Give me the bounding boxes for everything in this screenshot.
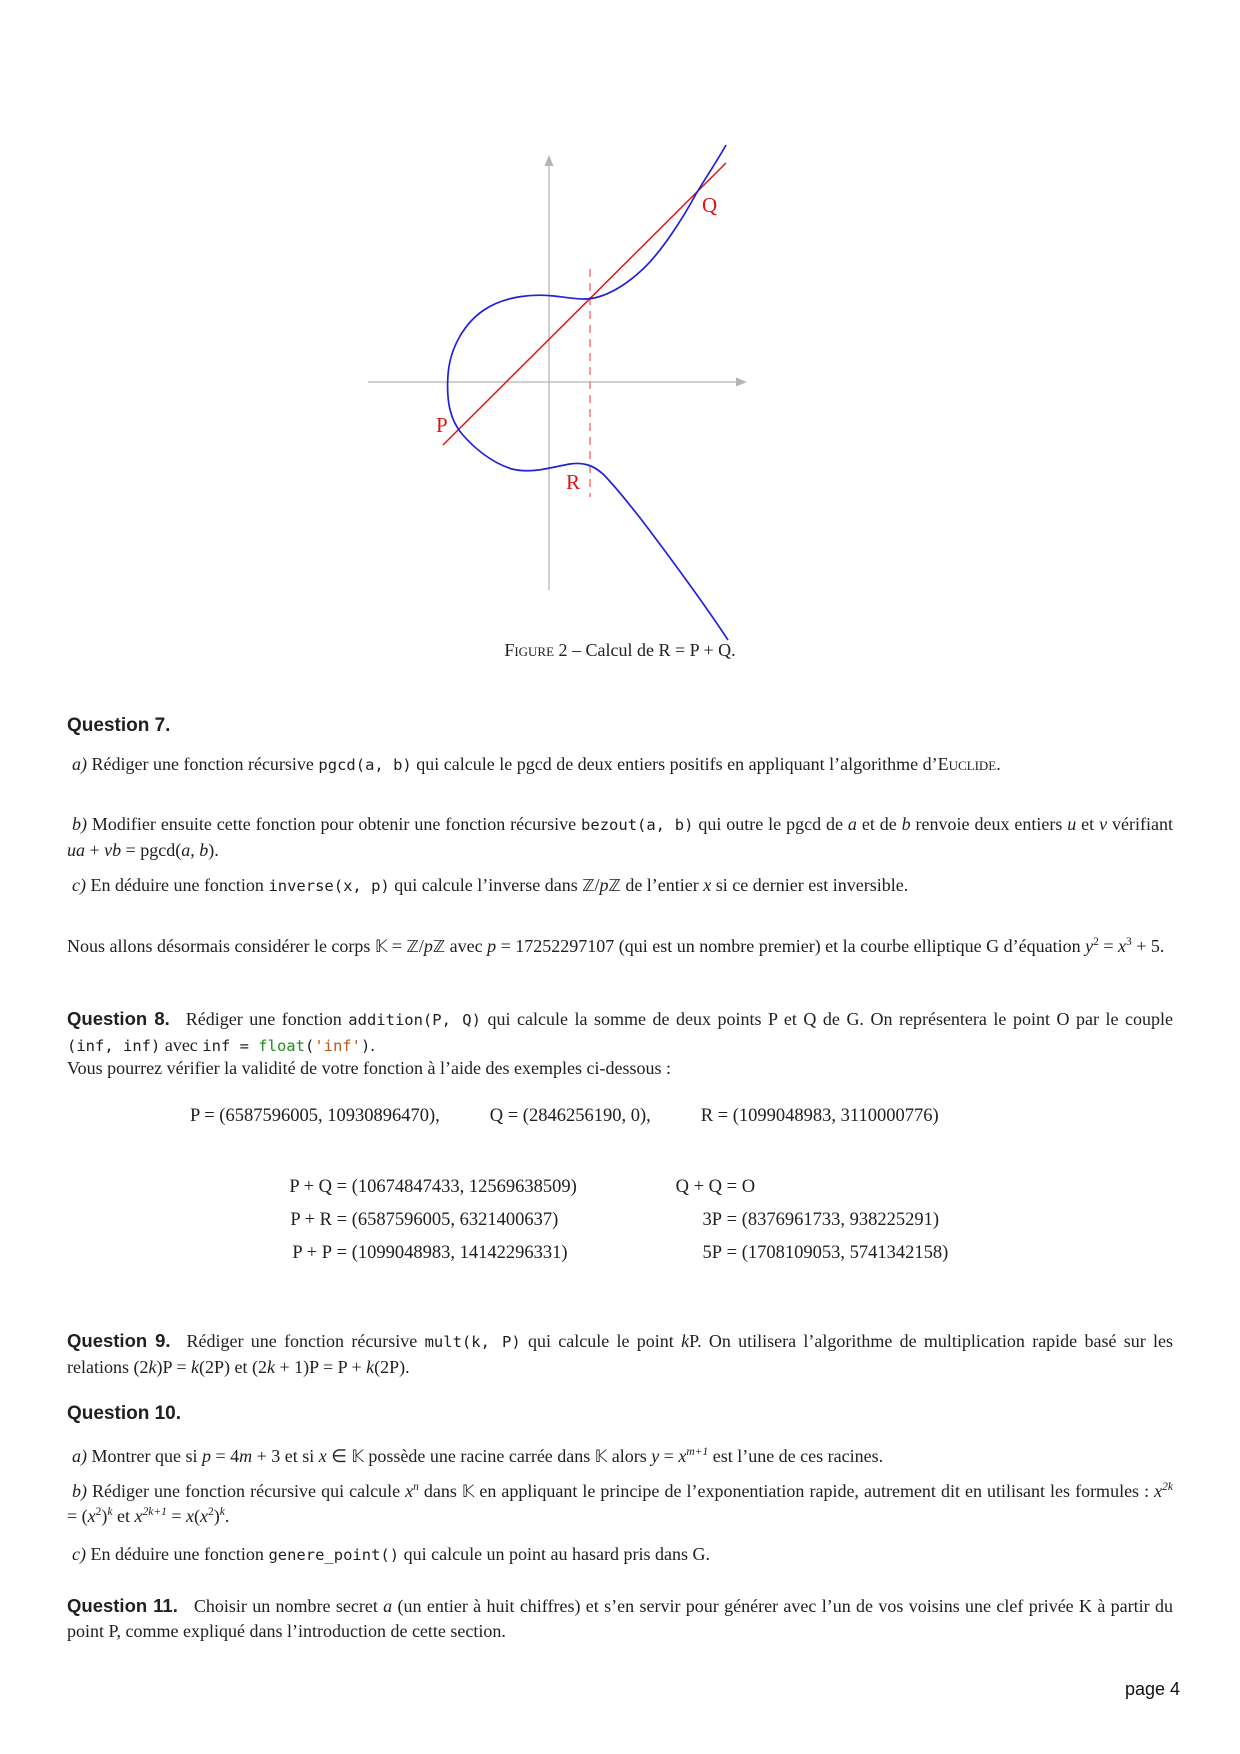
text-segment: Nous allons désormais considérer le corps (67, 936, 375, 956)
text-segment: Rédiger une fonction récursive qui calcule (87, 1481, 406, 1501)
equation-part: = (332, 1177, 352, 1197)
text-segment: v (1099, 814, 1108, 834)
text-segment: k (266, 1357, 275, 1377)
text-segment: + 5. (1131, 936, 1165, 956)
text-segment: 2 (95, 1506, 102, 1518)
text-segment: k (190, 1357, 199, 1377)
text-segment: p (487, 936, 497, 956)
text-segment: 2 (1093, 936, 1099, 948)
question-7-item-c (67, 873, 1173, 899)
text-segment: 𝕂 (461, 1482, 475, 1501)
text-segment: mult(k, P) (424, 1333, 521, 1351)
equation-row (252, 1237, 577, 1270)
text-segment: et de (856, 814, 902, 834)
text-segment: et (1076, 814, 1100, 834)
point-q-label: Q (702, 193, 718, 217)
text-segment: 𝕂 (351, 1447, 364, 1466)
equation-part: = (722, 1243, 742, 1263)
question-10-item-b (67, 1479, 1173, 1529)
text-segment: p (599, 875, 609, 895)
text-segment: 'inf' (314, 1037, 361, 1055)
text-segment: + 1)P = P + (274, 1357, 367, 1377)
text-segment: = pgcd( (121, 840, 182, 860)
equation-part: = (332, 1243, 352, 1263)
text-segment: y (1085, 936, 1094, 956)
text-segment: k (107, 1506, 113, 1518)
elliptic-curve-figure (340, 112, 780, 642)
text-segment: b) (72, 1481, 87, 1501)
point-p-label: P (436, 413, 448, 437)
text-segment: n (413, 1481, 419, 1493)
elliptic-curve (448, 145, 728, 640)
question-11-paragraph (67, 1593, 1173, 1644)
text-segment: x (1118, 936, 1126, 956)
text-segment: x (186, 1506, 195, 1526)
text-segment: x (87, 1506, 96, 1526)
text-segment: vérifiant (1107, 814, 1173, 834)
question-10-item-c (67, 1542, 1173, 1568)
text-segment: alors (607, 1446, 652, 1466)
text-segment: Rédiger une fonction récursive (87, 754, 319, 774)
text-segment: qui calcule le pgcd de deux entiers positifs en appliquant l’algorithme d’ (411, 754, 938, 774)
text-segment: En déduire une fonction (85, 875, 269, 895)
text-segment: x (703, 875, 712, 895)
equations-left-column (252, 1171, 577, 1270)
text-segment: qui outre le pgcd de (693, 814, 848, 834)
text-segment: (2P) et (2 (198, 1357, 267, 1377)
text-segment: + (85, 840, 105, 860)
text-segment: x (200, 1506, 209, 1526)
text-segment: = (387, 936, 407, 956)
equation-part: (10674847433, 12569638509) (351, 1177, 577, 1197)
text-segment: p (201, 1446, 211, 1466)
text-segment: 2 (208, 1506, 214, 1518)
equation-row (642, 1171, 948, 1204)
text-segment: / (418, 936, 424, 956)
text-segment: et (112, 1506, 135, 1526)
text-segment: 𝕂 (374, 937, 388, 956)
equation-row (642, 1237, 948, 1270)
equation-part: P + P (292, 1243, 332, 1263)
text-segment: ℤ (406, 937, 419, 956)
question-7-item-b (67, 812, 1173, 863)
text-segment: 2k+1 (142, 1506, 167, 1518)
text-segment: qui calcule le point (520, 1331, 682, 1351)
figure-caption (0, 638, 1240, 663)
equation-part: Q + Q (675, 1177, 722, 1197)
question-10-item-a (67, 1444, 1173, 1469)
text-segment: k (148, 1357, 157, 1377)
text-segment: float (258, 1037, 305, 1055)
text-segment: est l’une de ces racines. (708, 1446, 884, 1466)
text-segment: ℤ (432, 937, 446, 956)
text-segment: pgcd(a, b) (318, 756, 412, 774)
text-segment: ( (304, 1037, 315, 1055)
text-segment: b) (72, 814, 87, 834)
text-segment: ) (101, 1506, 108, 1526)
text-segment: Rédiger une fonction récursive (186, 1331, 425, 1351)
text-segment: renvoie deux entiers (910, 814, 1068, 834)
text-segment: c) (72, 1544, 86, 1564)
text-segment: = 4 (210, 1446, 240, 1466)
text-segment: qui calcule l’inverse dans (389, 875, 583, 895)
text-segment: a (383, 1596, 393, 1616)
text-segment: Montrer que si (87, 1446, 202, 1466)
text-segment: = (659, 1446, 679, 1466)
text-segment: de l’entier (620, 875, 704, 895)
text-segment: Figure (504, 640, 555, 660)
text-segment: possède une racine carrée dans (363, 1446, 595, 1466)
equation-part: = (722, 1210, 742, 1230)
text-segment: . (224, 1506, 230, 1526)
equation-part: P + Q (289, 1177, 332, 1197)
text-segment: Question 11. (67, 1595, 178, 1616)
text-segment: ). (208, 840, 219, 860)
equation-part: (6587596005, 6321400637) (351, 1210, 559, 1230)
equation-part: P + R (290, 1210, 332, 1230)
equation-part: 3P (702, 1210, 722, 1230)
text-segment: x (318, 1446, 327, 1466)
text-segment: m+1 (686, 1446, 709, 1458)
text-segment: a (847, 814, 857, 834)
field-definition-paragraph (67, 934, 1173, 959)
text-segment: (un entier à huit chiffres) et s’en servir pour générer avec l’un de vos voisins une clef privée K à partir du point P, comme expliqué dans l’introduction de cette section. (67, 1596, 1173, 1641)
text-segment: P. On utilisera l’algorithme de multiplication rapide basé sur les relations (2 (67, 1331, 1173, 1377)
text-segment: dans (418, 1481, 462, 1501)
secant-line-pq (443, 163, 726, 445)
text-segment: Choisir un nombre secret (193, 1596, 384, 1616)
question-8-paragraph (67, 1006, 1173, 1059)
text-segment: 2k (1162, 1481, 1173, 1493)
text-segment: k (681, 1331, 690, 1351)
text-segment: 𝕂 (594, 1447, 608, 1466)
text-segment: = (1098, 936, 1118, 956)
text-segment: Modifier ensuite cette fonction pour obtenir une fonction récursive (87, 814, 582, 834)
equation-part: = (722, 1177, 742, 1197)
x-axis-arrow-icon (736, 378, 747, 387)
question-7-heading: Question 7. (67, 715, 171, 736)
text-segment: . (996, 754, 1001, 774)
text-segment: = ( (67, 1506, 88, 1526)
y-axis-arrow-icon (545, 155, 554, 166)
text-segment: P = (6587596005, 10930896470), (190, 1106, 440, 1126)
equation-part: (1708109053, 5741342158) (741, 1243, 949, 1263)
equation-part: = (332, 1210, 352, 1230)
text-segment: addition(P, Q) (348, 1011, 481, 1029)
text-segment: Question 8. (67, 1008, 170, 1029)
text-segment: , (190, 840, 200, 860)
text-segment: 3 (1126, 936, 1132, 948)
text-segment: bezout(a, b) (581, 816, 694, 834)
text-segment: = 17252297107 (qui est un nombre premier) et la courbe elliptique G d’équation (496, 936, 1086, 956)
text-segment: ∈ (326, 1446, 352, 1466)
text-segment: avec (160, 1035, 203, 1055)
text-segment: en appliquant le principe de l’exponentiation rapide, autrement dit en utilisant les formules : (474, 1481, 1155, 1501)
equation-part: 5P (702, 1243, 722, 1263)
question-9-paragraph (67, 1328, 1173, 1380)
text-segment: Question 9. (67, 1330, 171, 1351)
text-segment: En déduire une fonction (85, 1544, 269, 1564)
text-segment: k (219, 1506, 225, 1518)
text-segment: 2 – Calcul de R = P + Q. (554, 640, 736, 660)
text-segment: genere_point() (268, 1546, 400, 1564)
equations-right-column (642, 1171, 948, 1270)
equation-part: (8376961733, 938225291) (741, 1210, 940, 1230)
text-segment: c) (72, 875, 86, 895)
text-segment: a) (72, 754, 87, 774)
text-segment: )P = (156, 1357, 191, 1377)
text-segment: = (166, 1506, 187, 1526)
text-segment: x (405, 1481, 414, 1501)
text-segment: a (181, 840, 191, 860)
text-segment: ) (360, 1037, 371, 1055)
text-segment: ℤ (608, 876, 621, 895)
example-points-line (190, 1104, 1190, 1129)
text-segment: x (1154, 1481, 1163, 1501)
equation-row (252, 1171, 577, 1204)
equation-row (252, 1204, 577, 1237)
question-10-heading: Question 10. (67, 1403, 182, 1424)
text-segment: qui calcule la somme de deux points P et Q de G. On représentera le point O par le couple (480, 1009, 1173, 1029)
text-segment: m (239, 1446, 253, 1466)
equation-part: (1099048983, 14142296331) (351, 1243, 568, 1263)
text-segment: (inf, inf) (67, 1037, 161, 1055)
text-segment: + 3 et si (252, 1446, 319, 1466)
text-segment: ua (67, 840, 85, 860)
page-number: page 4 (1124, 1679, 1180, 1699)
text-segment: Vous pourrez vérifier la validité de votre fonction à l’aide des exemples ci-dessous : (67, 1058, 671, 1078)
equation-part: O (741, 1177, 756, 1197)
text-segment: b (199, 840, 209, 860)
text-segment: qui calcule un point au hasard pris dans G. (399, 1544, 711, 1564)
text-segment: y (651, 1446, 660, 1466)
text-segment: R = (1099048983, 3110000776) (700, 1106, 939, 1126)
text-segment: x (678, 1446, 687, 1466)
text-segment: / (594, 875, 600, 895)
figure-2 (340, 112, 780, 642)
text-segment: p (423, 936, 433, 956)
text-segment: ) (213, 1506, 220, 1526)
text-segment: avec (445, 936, 488, 956)
text-segment: inf = (202, 1037, 259, 1055)
text-segment: si ce dernier est inversible. (711, 875, 909, 895)
text-segment: a) (72, 1446, 87, 1466)
text-segment: vb (104, 840, 122, 860)
text-segment: Rédiger une fonction (185, 1009, 349, 1029)
text-segment: inverse(x, p) (268, 877, 390, 895)
question-7-item-a (67, 752, 1173, 778)
text-segment: (2P). (374, 1357, 410, 1377)
text-segment: Euclide (937, 754, 997, 774)
text-segment: x (134, 1506, 143, 1526)
text-segment: Q = (2846256190, 0), (489, 1106, 651, 1126)
point-r-label: R (566, 470, 581, 494)
question-8-verify-line (67, 1056, 1173, 1081)
text-segment: k (366, 1357, 375, 1377)
text-segment: u (1067, 814, 1077, 834)
text-segment: ( (194, 1506, 201, 1526)
text-segment: . (370, 1035, 375, 1055)
text-segment: ℤ (582, 876, 595, 895)
equation-row (642, 1204, 948, 1237)
text-segment: b (901, 814, 911, 834)
